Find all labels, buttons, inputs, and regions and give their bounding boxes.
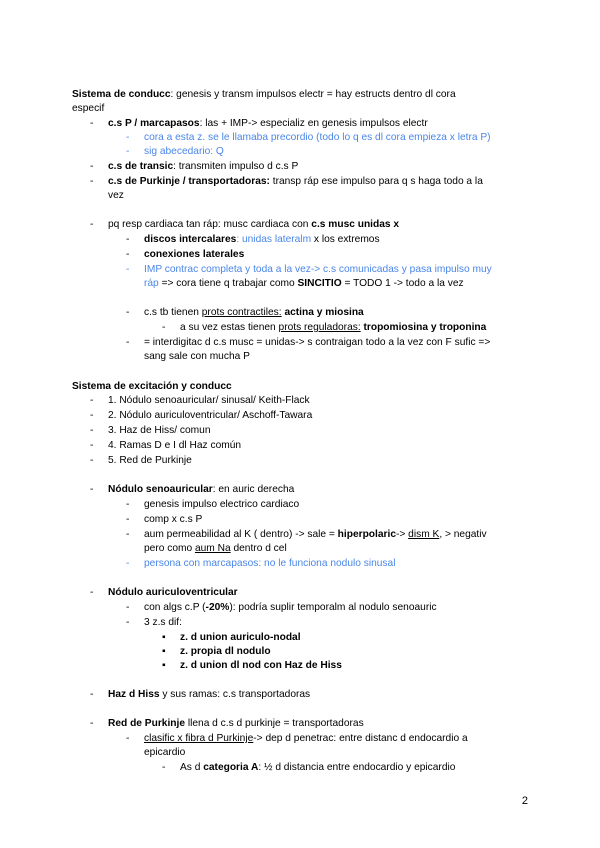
bullet-dash: - bbox=[90, 395, 94, 406]
bullet-dash: - bbox=[90, 118, 94, 129]
bullet-dash: - bbox=[90, 587, 94, 598]
bullet-dash: - bbox=[126, 529, 130, 540]
bullet-dot: ▪ bbox=[162, 632, 166, 643]
nsa-sub1: genesis impulso electrico cardiaco bbox=[144, 499, 300, 510]
imp-line2: ráp => cora tiene q trabajar como SINCITIO = TODO 1 -> todo a la vez bbox=[144, 278, 464, 289]
bullet-dash: - bbox=[90, 161, 94, 172]
discos-item: discos intercalares: unidas lateralm x los extremos bbox=[144, 234, 380, 245]
nsa-sub3: aum permeabilidad al K ( dentro) -> sale = hiperpolaric-> dism K, > negativ bbox=[144, 529, 487, 540]
conex-item: conexiones laterales bbox=[144, 249, 245, 260]
csp-item: c.s P / marcapasos: las + IMP-> especializ en genesis impulsos electr bbox=[108, 118, 428, 129]
nav-sub1: con algs c.P (-20%): podría suplir temporalm al nodulo senoauric bbox=[144, 602, 437, 613]
nsa-item: Nódulo senoauricular: en auric derecha bbox=[108, 484, 295, 495]
bullet-dash: - bbox=[126, 249, 130, 260]
s1-intro-line1: Sistema de conducc: genesis y transm impulsos electr = hay estructs dentro dl cora bbox=[72, 89, 456, 100]
zone-item: z. d union dl nod con Haz de Hiss bbox=[180, 660, 342, 671]
bullet-dash: - bbox=[126, 514, 130, 525]
bullet-dash: - bbox=[126, 499, 130, 510]
bullet-dash: - bbox=[90, 718, 94, 729]
bullet-dash: - bbox=[90, 425, 94, 436]
bullet-dash: - bbox=[90, 176, 94, 187]
nav-item: Nódulo auriculoventricular bbox=[108, 587, 238, 598]
bullet-dash: - bbox=[126, 132, 130, 143]
csp-sub1: cora a esta z. se le llamaba precordio (todo lo q es dl cora empieza x letra P) bbox=[144, 132, 491, 143]
list-item: 2. Nódulo auriculoventricular/ Aschoff-Tawara bbox=[108, 410, 313, 421]
bullet-dash: - bbox=[126, 307, 130, 318]
clas-line2: epicardio bbox=[144, 747, 186, 758]
cst-item: c.s de transic: transmiten impulso d c.s P bbox=[108, 161, 299, 172]
clas-item: clasific x fibra d Purkinje-> dep d penetrac: entre distanc d endocardio a bbox=[144, 733, 468, 744]
nsa-sub3-line2: pero como aum Na dentro d cel bbox=[144, 543, 287, 554]
bullet-dash: - bbox=[90, 455, 94, 466]
bullet-dash: - bbox=[90, 410, 94, 421]
list-item: 3. Haz de Hiss/ comun bbox=[108, 425, 211, 436]
list-item: 5. Red de Purkinje bbox=[108, 455, 192, 466]
csp-sub2: sig abecedario: Q bbox=[144, 146, 224, 157]
bullet-dash: - bbox=[90, 484, 94, 495]
bullet-dash: - bbox=[126, 146, 130, 157]
bullet-dash: - bbox=[126, 617, 130, 628]
bullet-dash: - bbox=[126, 264, 130, 275]
list-item: 4. Ramas D e I dl Haz común bbox=[108, 440, 242, 451]
cspk-line2: vez bbox=[108, 190, 124, 201]
cspk-item: c.s de Purkinje / transportadoras: transp ráp ese impulso para q s haga todo a la bbox=[108, 176, 483, 187]
bullet-dot: ▪ bbox=[162, 660, 166, 671]
bullet-dash: - bbox=[162, 322, 166, 333]
s3-title: Sistema de excitación y conducc bbox=[72, 381, 232, 392]
bullet-dash: - bbox=[126, 602, 130, 613]
bullet-dot: ▪ bbox=[162, 646, 166, 657]
bullet-dash: - bbox=[126, 337, 130, 348]
bullet-dash: - bbox=[162, 762, 166, 773]
inter-line1: = interdigitac d c.s musc = unidas-> s contraigan todo a la vez con F sufic => bbox=[144, 337, 491, 348]
red-item: Red de Purkinje llena d c.s d purkinje = transportadoras bbox=[108, 718, 364, 729]
bullet-dash: - bbox=[90, 219, 94, 230]
list-item: 1. Nódulo senoauricular/ sinusal/ Keith-Flack bbox=[108, 395, 310, 406]
page-number: 2 bbox=[521, 795, 528, 807]
bullet-dash: - bbox=[90, 440, 94, 451]
nsa-sub4: persona con marcapasos: no le funciona nodulo sinusal bbox=[144, 558, 396, 569]
bullet-dash: - bbox=[90, 689, 94, 700]
nav-sub2: 3 z.s dif: bbox=[144, 617, 182, 628]
bullet-dash: - bbox=[126, 558, 130, 569]
pq-item: pq resp cardiaca tan ráp: musc cardiaca con c.s musc unidas x bbox=[108, 219, 400, 230]
bullet-dash: - bbox=[126, 234, 130, 245]
prot-item: c.s tb tienen prots contractiles: actina y miosina bbox=[144, 307, 364, 318]
zone-item: z. d union auriculo-nodal bbox=[180, 632, 301, 643]
reg-item: a su vez estas tienen prots reguladoras: tropomiosina y troponina bbox=[180, 322, 487, 333]
as-item: As d categoria A: ½ d distancia entre endocardio y epicardio bbox=[180, 762, 456, 773]
zone-item: z. propia dl nodulo bbox=[180, 646, 271, 657]
nsa-sub2: comp x c.s P bbox=[144, 514, 203, 525]
haz-item: Haz d Hiss y sus ramas: c.s transportadoras bbox=[108, 689, 311, 700]
bullet-dash: - bbox=[126, 733, 130, 744]
s1-intro-line2: especif bbox=[72, 103, 105, 114]
imp-line1: IMP contrac completa y toda a la vez-> c.s comunicadas y pasa impulso muy bbox=[144, 264, 492, 275]
inter-line2: sang sale con mucha P bbox=[144, 351, 250, 362]
